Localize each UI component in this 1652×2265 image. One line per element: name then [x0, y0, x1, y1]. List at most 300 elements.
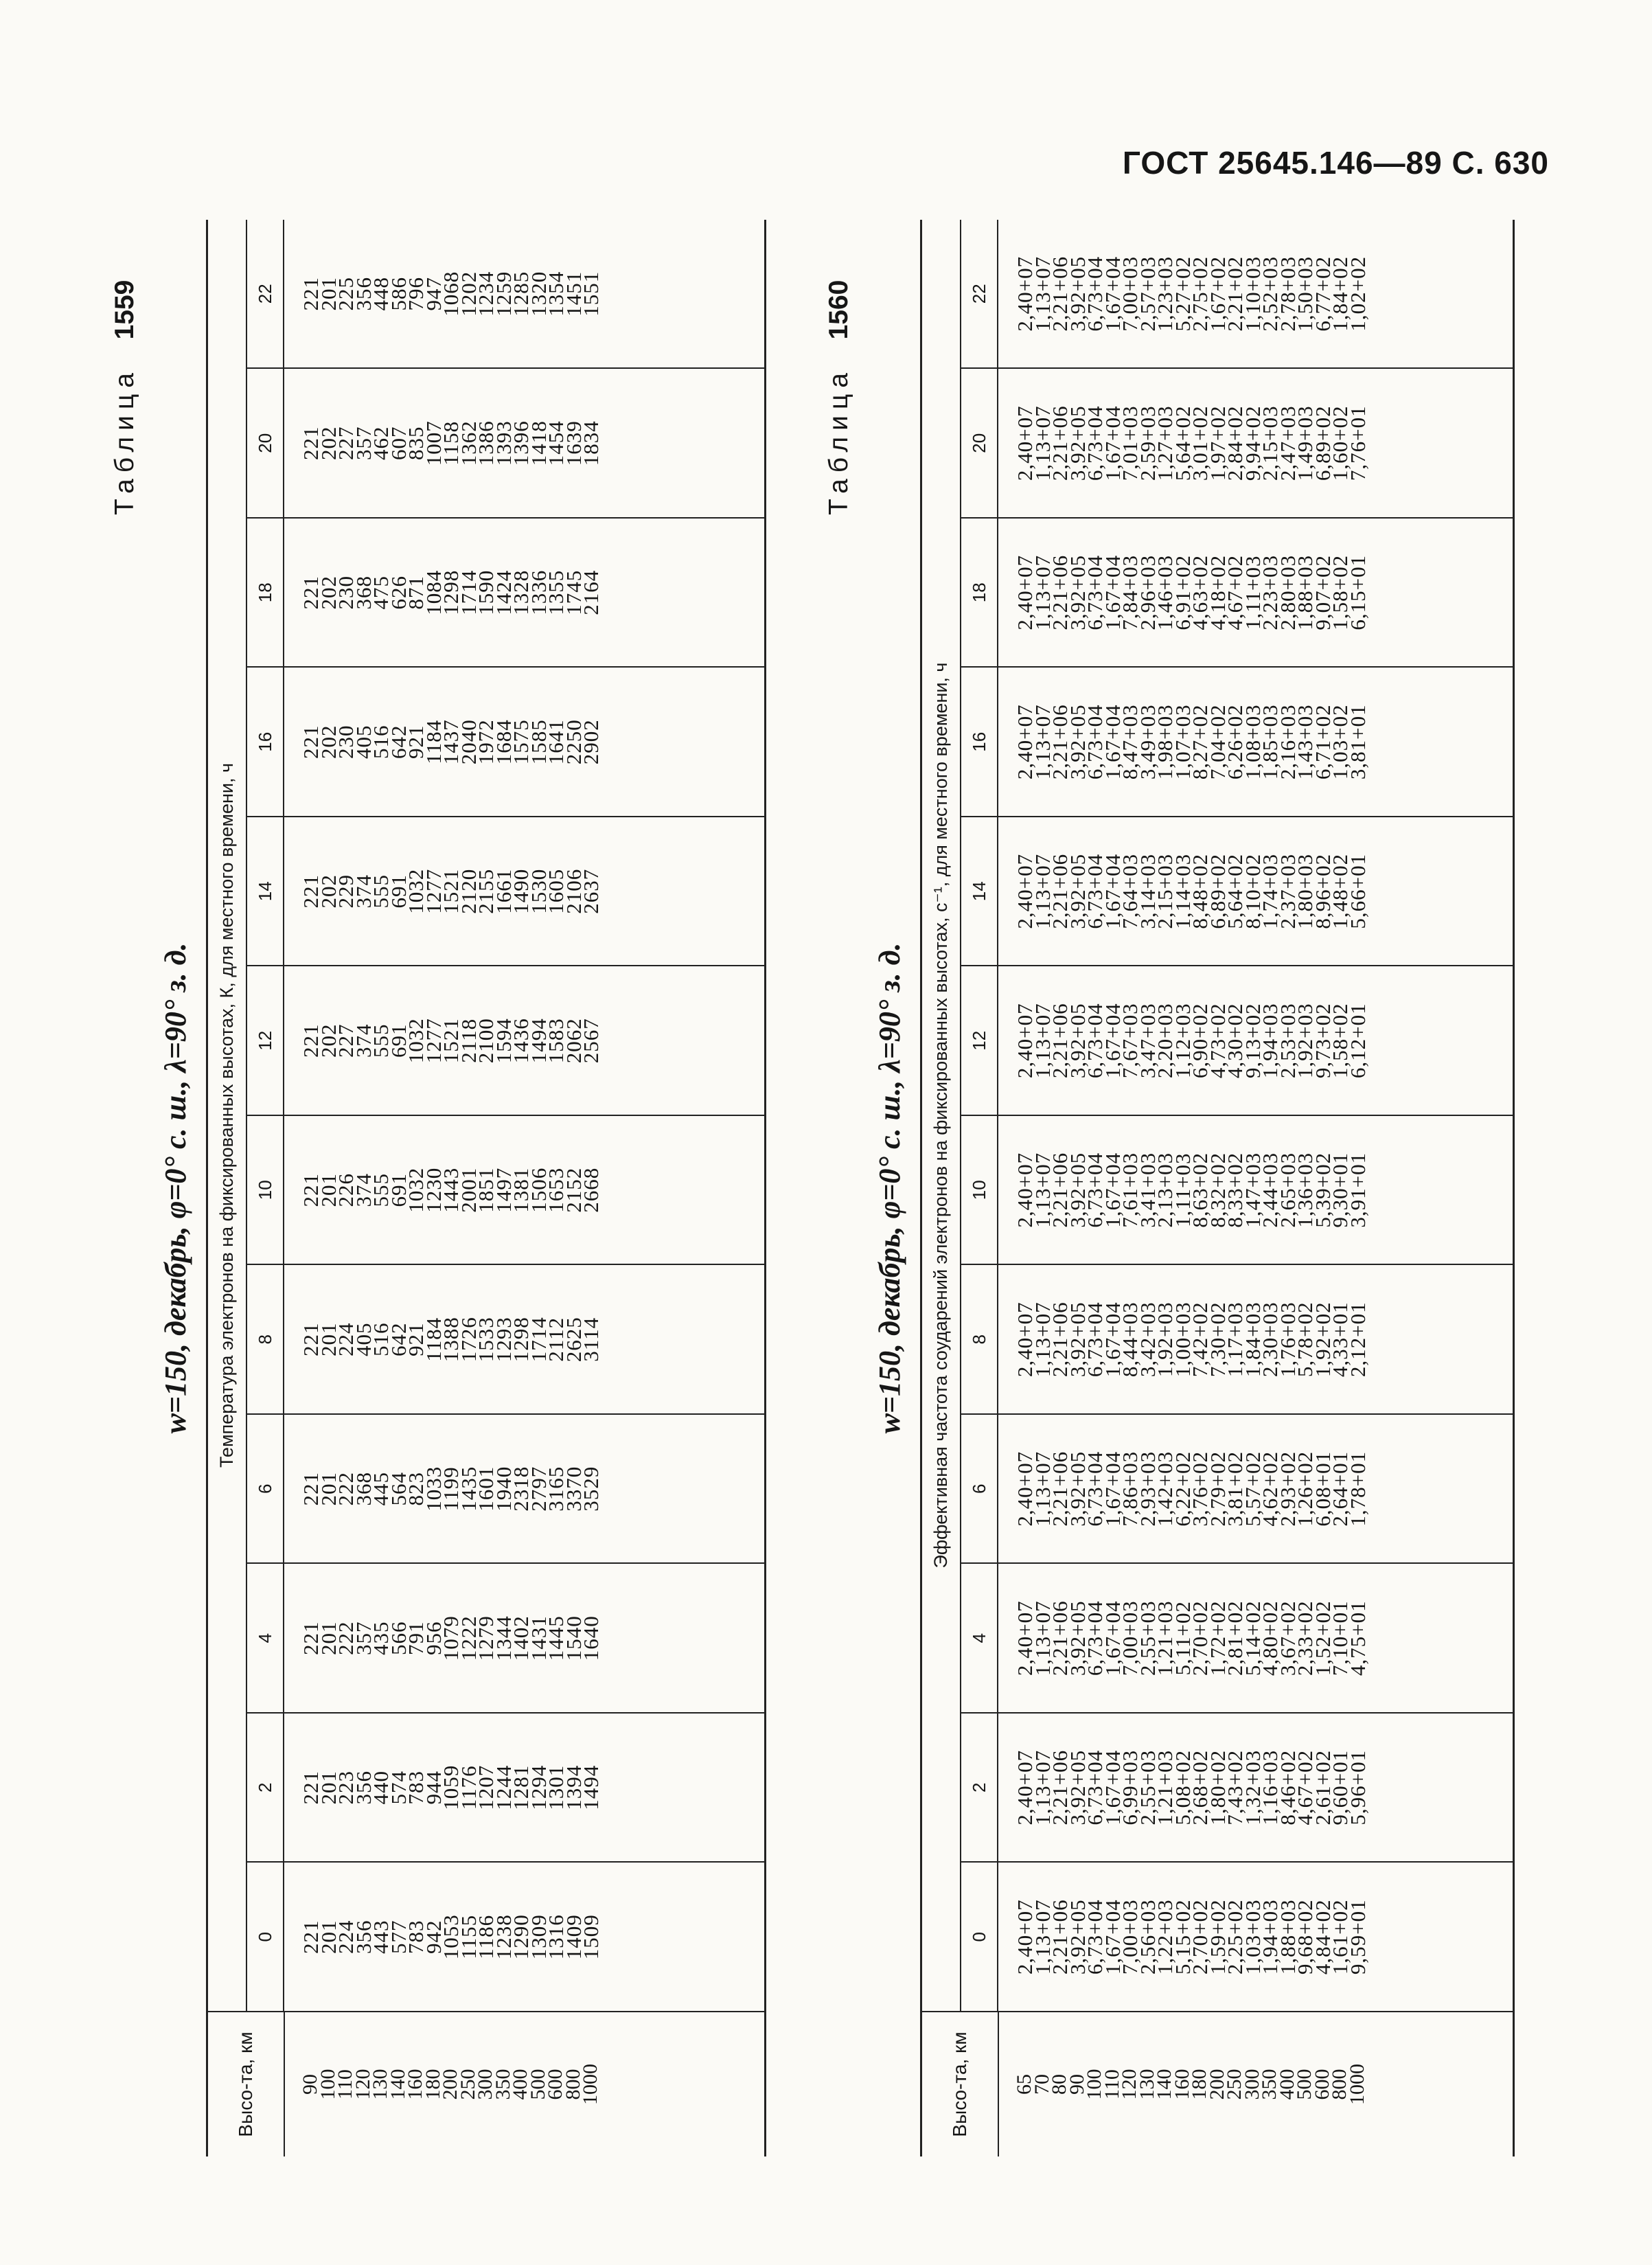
table-cell: 3,81+02 [1223, 1450, 1247, 1527]
table-cell: 2,21+06 [1048, 554, 1072, 630]
table-cell: 1,80+03 [1293, 853, 1317, 929]
table-cell: 8,10+02 [1240, 853, 1265, 929]
table-cell: 1,84+02 [1328, 255, 1352, 332]
table-cell: 4,30+02 [1223, 1003, 1247, 1079]
table-cell: 3,92+05 [1065, 1301, 1090, 1378]
table-cell: 2,78+03 [1275, 255, 1300, 332]
table-cell: 1,02+02 [1345, 255, 1370, 332]
table-cell: 574 [386, 1771, 411, 1805]
table-cell: 6,73+04 [1083, 1899, 1107, 1975]
altitude-header: Высо-та, км [208, 2012, 285, 2156]
table-cell: 1354 [544, 271, 568, 317]
altitude-value: 90 [299, 2074, 321, 2095]
table-cell: 4,67+02 [1293, 1749, 1317, 1825]
table-cell: 5,78+02 [1293, 1301, 1317, 1378]
table-cell: 1,11+03 [1170, 1152, 1195, 1228]
table-cell: 7,00+03 [1118, 1600, 1142, 1676]
table-cell: 1316 [544, 1914, 568, 1960]
table-cell: 942 [421, 1920, 446, 1954]
table-cell: 1,03+02 [1328, 704, 1352, 780]
altitude-value: 160 [1170, 2069, 1193, 2100]
table-cell: 1033 [421, 1466, 446, 1512]
time-column [961, 1413, 1513, 1563]
time-column [961, 966, 1513, 1115]
table-cell: 1007 [421, 420, 446, 466]
table-cell: 1068 [439, 271, 463, 317]
table-cell: 1521 [439, 868, 463, 914]
table-cell: 1,67+04 [1100, 1003, 1125, 1079]
table-cell: 2,79+02 [1205, 1450, 1230, 1527]
table-cell: 3,49+03 [1135, 704, 1160, 780]
altitude-value: 350 [491, 2069, 514, 2100]
time-column [961, 1563, 1513, 1713]
table-cell: 6,89+02 [1205, 853, 1230, 929]
table-cell: 2001 [456, 1167, 481, 1213]
table-cell: 2,59+03 [1135, 405, 1160, 481]
table-cell: 3,47+03 [1135, 1003, 1160, 1079]
table-cell: 1277 [421, 1018, 446, 1064]
time-column [961, 1712, 1513, 1862]
table-cell: 8,48+02 [1188, 853, 1212, 929]
table-cell: 368 [351, 1472, 376, 1506]
table-cell: 3370 [561, 1466, 586, 1512]
table-cell: 7,00+03 [1118, 1899, 1142, 1975]
table-cell: 1418 [526, 420, 551, 466]
time-header: 6 [961, 1415, 998, 1563]
table-cell: 230 [334, 725, 358, 759]
table-cell: 202 [316, 874, 341, 909]
table-cell: 221 [299, 1023, 323, 1058]
table-cell: 1328 [509, 569, 533, 615]
table-cell: 1285 [509, 271, 533, 317]
table-cell: 564 [386, 1472, 411, 1506]
table-cell: 2112 [544, 1317, 568, 1362]
time-column [247, 1115, 764, 1264]
time-column [961, 816, 1513, 966]
table-cell: 5,11+02 [1170, 1600, 1195, 1676]
table-cell: 1601 [474, 1466, 498, 1512]
table-cell: 3,01+02 [1188, 405, 1212, 481]
table-cell: 1386 [474, 420, 498, 466]
table-cell: 9,94+02 [1240, 405, 1265, 481]
table-cell: 2118 [456, 1018, 481, 1063]
table-cell: 566 [386, 1621, 411, 1655]
table-cell: 1381 [509, 1167, 533, 1213]
time-column [247, 1712, 764, 1862]
altitude-value: 80 [1048, 2074, 1070, 2095]
altitude-value: 100 [316, 2069, 339, 2100]
table-cell: 1,60+02 [1328, 405, 1352, 481]
table-cell: 1402 [509, 1615, 533, 1661]
table-cell: 1583 [544, 1018, 568, 1064]
value-list [998, 1116, 1370, 1264]
table-label: Таблица 1559 [110, 280, 139, 515]
table-cell: 5,08+02 [1170, 1749, 1195, 1825]
table-cell: 1186 [474, 1914, 498, 1959]
table-cell: 2,40+07 [1013, 1152, 1037, 1228]
table-cell: 691 [386, 1173, 411, 1207]
table-cell: 1451 [561, 271, 586, 317]
altitude-value: 140 [386, 2069, 409, 2100]
table-cell: 1,12+03 [1170, 1003, 1195, 1079]
table-cell: 201 [316, 1173, 341, 1207]
table-cell: 1575 [509, 719, 533, 765]
table-label: Таблица 1560 [824, 280, 853, 515]
table-cell: 1,46+03 [1153, 554, 1177, 630]
table-cell: 1,10+03 [1240, 255, 1265, 332]
time-header: 18 [247, 519, 284, 667]
table-cell: 2,21+06 [1048, 704, 1072, 780]
table-cell: 3165 [544, 1466, 568, 1512]
table-cell: 374 [351, 1023, 376, 1058]
table-cell: 5,27+02 [1170, 255, 1195, 332]
table-cell: 1279 [474, 1615, 498, 1661]
table-cell: 7,84+03 [1118, 554, 1142, 630]
table-cell: 4,67+02 [1223, 554, 1247, 630]
table-cell: 357 [351, 1621, 376, 1655]
table-cell: 2,53+03 [1275, 1003, 1300, 1079]
table-cell: 2,40+07 [1013, 1600, 1037, 1676]
table-cell: 6,73+04 [1083, 1450, 1107, 1527]
table-cell: 1,36+03 [1293, 1152, 1317, 1228]
table-cell: 823 [404, 1472, 428, 1506]
value-list [284, 369, 603, 518]
table-cell: 1079 [439, 1615, 463, 1661]
value-list [998, 1266, 1370, 1414]
time-column [961, 1862, 1513, 2012]
table-cell: 944 [421, 1771, 446, 1805]
table-cell: 2,93+02 [1275, 1450, 1300, 1527]
table-cell: 8,46+02 [1275, 1749, 1300, 1825]
table-cell: 202 [316, 426, 341, 460]
table-cell: 1497 [491, 1167, 516, 1213]
table-cell: 6,08+01 [1310, 1450, 1335, 1527]
table-cell: 224 [334, 1322, 358, 1356]
table-cell: 1661 [491, 868, 516, 914]
table-cell: 6,73+04 [1083, 255, 1107, 332]
table-cell: 3,92+05 [1065, 1003, 1090, 1079]
table-cell: 1653 [544, 1167, 568, 1213]
altitude-value: 1000 [579, 2064, 601, 2105]
table-cell: 3,92+05 [1065, 1749, 1090, 1825]
time-header: 6 [247, 1415, 284, 1563]
table-cell: 6,15+01 [1345, 554, 1370, 630]
table-cell: 1032 [404, 1018, 428, 1064]
table-cell: 1540 [561, 1615, 586, 1661]
table-cell: 1,13+07 [1030, 1003, 1055, 1079]
table-cell: 1293 [491, 1317, 516, 1363]
table-cell: 796 [404, 277, 428, 311]
time-header: 10 [247, 1116, 284, 1264]
time-column [247, 1563, 764, 1713]
table-cell: 374 [351, 874, 376, 909]
time-header: 0 [961, 1863, 998, 2012]
table-cell: 1972 [474, 719, 498, 765]
altitude-value: 250 [1223, 2069, 1246, 2100]
table-cell: 8,32+02 [1205, 1152, 1230, 1228]
table-cell: 5,96+01 [1345, 1749, 1370, 1825]
table-cell: 6,26+02 [1223, 704, 1247, 780]
table-cell: 1435 [456, 1466, 481, 1512]
table-cell: 1494 [526, 1018, 551, 1064]
table-cell: 1,14+03 [1170, 853, 1195, 929]
table-cell: 6,73+04 [1083, 554, 1107, 630]
table-cell: 2,57+03 [1135, 255, 1160, 332]
table-cell: 221 [299, 277, 323, 311]
table-cell: 1,85+03 [1258, 704, 1282, 780]
table-cell: 2,61+02 [1310, 1749, 1335, 1825]
table-cell: 3,92+05 [1065, 255, 1090, 332]
table-cell: 221 [299, 1920, 323, 1954]
table-cell: 1530 [526, 868, 551, 914]
table-cell: 222 [334, 1472, 358, 1506]
table-cell: 1605 [544, 868, 568, 914]
altitude-value: 120 [351, 2069, 374, 2100]
time-columns [247, 220, 764, 2011]
table-cell: 1,11+03 [1240, 555, 1265, 630]
value-list [284, 1415, 603, 1563]
table-cell: 3,92+05 [1065, 1899, 1090, 1975]
table-cell: 1445 [544, 1615, 568, 1661]
table-cell: 2,21+06 [1048, 1600, 1072, 1676]
value-list [998, 967, 1370, 1115]
table-cell: 2,55+03 [1135, 1749, 1160, 1825]
table-cell: 1,92+03 [1293, 1003, 1317, 1079]
table-cell: 2,65+03 [1275, 1152, 1300, 1228]
table-cell: 1521 [439, 1018, 463, 1064]
table-cell: 5,15+02 [1170, 1899, 1195, 1975]
table-cell: 1301 [544, 1764, 568, 1810]
value-list [284, 1266, 603, 1414]
table-cell: 368 [351, 576, 376, 610]
table-cell: 2,40+07 [1013, 1749, 1037, 1825]
table-cell: 2164 [579, 569, 603, 615]
table-cell: 1641 [544, 719, 568, 765]
table-cell: 2,52+03 [1258, 255, 1282, 332]
altitude-value: 200 [439, 2069, 461, 2100]
table-cell: 555 [369, 1023, 393, 1058]
table-cell: 222 [334, 1621, 358, 1655]
table-cell: 2100 [474, 1018, 498, 1064]
table-cell: 2,33+02 [1293, 1600, 1317, 1676]
table-cell: 1,48+02 [1328, 853, 1352, 929]
time-header: 20 [961, 369, 998, 518]
table-cell: 226 [334, 1173, 358, 1207]
value-list [284, 220, 603, 368]
table-cell: 1259 [491, 271, 516, 317]
table-cell: 1176 [456, 1765, 481, 1810]
table-cell: 2250 [561, 719, 586, 765]
table-cell: 626 [386, 576, 411, 610]
table-cell: 2,40+07 [1013, 1899, 1037, 1975]
table-cell: 2120 [456, 868, 481, 914]
time-header: 4 [247, 1564, 284, 1713]
table-cell: 227 [334, 1023, 358, 1058]
table-cell: 405 [351, 725, 376, 759]
table-cell: 1,13+07 [1030, 1450, 1055, 1527]
table-cell: 8,44+03 [1118, 1301, 1142, 1378]
table-cell: 475 [369, 576, 393, 610]
table-cell: 1431 [526, 1615, 551, 1661]
table-cell: 443 [369, 1920, 393, 1954]
time-header: 2 [961, 1714, 998, 1862]
table-cell: 1,67+04 [1100, 554, 1125, 630]
table-cell: 2040 [456, 719, 481, 765]
table-cell: 1,23+03 [1153, 255, 1177, 332]
table-cell: 7,04+02 [1205, 704, 1230, 780]
table-cell: 1059 [439, 1764, 463, 1810]
table-cell: 6,89+02 [1310, 405, 1335, 481]
value-list [998, 1863, 1370, 2012]
table-cell: 4,62+02 [1258, 1450, 1282, 1527]
table-cell: 3,67+02 [1275, 1600, 1300, 1676]
table-cell: 1,17+03 [1223, 1301, 1247, 1378]
table-cell: 1640 [579, 1615, 603, 1661]
table-1559 [110, 220, 769, 2156]
table-cell: 6,71+02 [1310, 704, 1335, 780]
table-cell: 2668 [579, 1167, 603, 1213]
table-cell: 2,40+07 [1013, 853, 1037, 929]
value-list [284, 668, 603, 817]
table-cell: 1,67+04 [1100, 1152, 1125, 1228]
table-cell: 1,67+04 [1100, 1749, 1125, 1825]
table-cell: 1,84+03 [1240, 1301, 1265, 1378]
table-cell: 1,13+07 [1030, 1899, 1055, 1975]
table-cell: 1,67+04 [1100, 1450, 1125, 1527]
altitude-value: 140 [1153, 2069, 1175, 2100]
table-cell: 4,33+01 [1328, 1301, 1352, 1378]
table-cell: 6,73+04 [1083, 405, 1107, 481]
table-cell: 221 [299, 1322, 323, 1356]
table-cell: 1,67+02 [1205, 255, 1230, 332]
time-column [961, 368, 1513, 518]
table-cell: 1234 [474, 271, 498, 317]
table-cell: 9,30+01 [1328, 1152, 1352, 1228]
altitude-value: 180 [1188, 2069, 1211, 2100]
table-cell: 555 [369, 874, 393, 909]
value-list [998, 369, 1370, 518]
table-cell: 1355 [544, 569, 568, 615]
table-cell: 2,16+03 [1275, 704, 1300, 780]
table-cell: 1,67+04 [1100, 255, 1125, 332]
table-cell: 691 [386, 1023, 411, 1058]
table-cell: 1,43+03 [1293, 704, 1317, 780]
table-cell: 871 [404, 576, 428, 610]
table-cell: 1,13+07 [1030, 405, 1055, 481]
time-column [961, 1264, 1513, 1414]
table-cell: 2,56+03 [1135, 1899, 1160, 1975]
table-cell: 3,92+05 [1065, 405, 1090, 481]
time-header: 10 [961, 1116, 998, 1264]
table-cell: 1,13+07 [1030, 554, 1055, 630]
table-cell: 2,21+06 [1048, 1450, 1072, 1527]
time-header: 12 [247, 967, 284, 1115]
table-cell: 555 [369, 1173, 393, 1207]
table-cell: 956 [421, 1621, 446, 1655]
table-cell: 2,47+03 [1275, 405, 1300, 481]
table-cell: 2,80+03 [1275, 554, 1300, 630]
altitude-value: 500 [526, 2069, 549, 2100]
value-list [284, 519, 603, 667]
table-cell: 2106 [561, 868, 586, 914]
table-cell: 1,07+03 [1170, 704, 1195, 780]
table-cell: 1940 [491, 1466, 516, 1512]
table-cell: 201 [316, 277, 341, 311]
table-cell: 921 [404, 1322, 428, 1356]
time-column [247, 220, 764, 368]
altitude-value: 130 [369, 2069, 391, 2100]
table-cell: 1230 [421, 1167, 446, 1213]
table-cell: 201 [316, 1621, 341, 1655]
table-cell: 1590 [474, 569, 498, 615]
table-cell: 1298 [509, 1317, 533, 1363]
table-cell: 2,40+07 [1013, 1003, 1037, 1079]
altitude-value: 120 [1118, 2069, 1140, 2100]
altitude-value: 600 [1310, 2069, 1333, 2100]
table-cell: 2797 [526, 1466, 551, 1512]
table-cell: 1184 [421, 1317, 446, 1362]
table-cell: 1509 [579, 1914, 603, 1960]
value-list [998, 1415, 1370, 1563]
altitude-header: Высо-та, км [922, 2012, 999, 2156]
time-column [247, 368, 764, 518]
table-cell: 6,12+01 [1345, 1003, 1370, 1079]
table-cell: 1,58+02 [1328, 554, 1352, 630]
table-cell: 1290 [509, 1914, 533, 1960]
table-grid [920, 220, 1515, 2156]
table-cell: 1,13+07 [1030, 1600, 1055, 1676]
table-cell: 1437 [439, 719, 463, 765]
table-cell: 7,10+01 [1328, 1600, 1352, 1676]
table-cell: 3,41+03 [1135, 1152, 1160, 1228]
altitude-value: 400 [1275, 2069, 1298, 2100]
table-cell: 1,21+03 [1153, 1600, 1177, 1676]
table-cell: 1851 [474, 1167, 498, 1213]
table-cell: 2318 [509, 1466, 533, 1512]
table-cell: 1238 [491, 1914, 516, 1960]
table-cell: 2,21+06 [1048, 1301, 1072, 1378]
table-cell: 221 [299, 1771, 323, 1805]
table-cell: 405 [351, 1322, 376, 1356]
table-cell: 5,39+02 [1310, 1152, 1335, 1228]
table-cell: 5,64+02 [1170, 405, 1195, 481]
table-cell: 586 [386, 277, 411, 311]
altitude-value: 400 [509, 2069, 531, 2100]
table-cell: 1084 [421, 569, 446, 615]
table-cell: 448 [369, 277, 393, 311]
value-list [284, 967, 603, 1115]
time-column [247, 966, 764, 1115]
table-cell: 3,81+01 [1345, 704, 1370, 780]
table-cell: 1388 [439, 1317, 463, 1363]
table-cell: 1,61+02 [1328, 1899, 1352, 1975]
table-cell: 2,25+02 [1223, 1899, 1247, 1975]
table-cell: 221 [299, 874, 323, 909]
table-cell: 1551 [579, 271, 603, 317]
table-cell: 6,77+02 [1310, 255, 1335, 332]
table-cell: 1,67+04 [1100, 405, 1125, 481]
altitude-value: 800 [1328, 2069, 1351, 2100]
altitude-column [208, 2011, 764, 2156]
table-cell: 1,08+03 [1240, 704, 1265, 780]
value-list [998, 668, 1370, 817]
table-cell: 221 [299, 1173, 323, 1207]
table-cell: 7,86+03 [1118, 1450, 1142, 1527]
altitude-column [922, 2011, 1513, 2156]
table-cell: 2,21+06 [1048, 853, 1072, 929]
table-cell: 2,40+07 [1013, 1301, 1037, 1378]
table-cell: 202 [316, 1023, 341, 1058]
